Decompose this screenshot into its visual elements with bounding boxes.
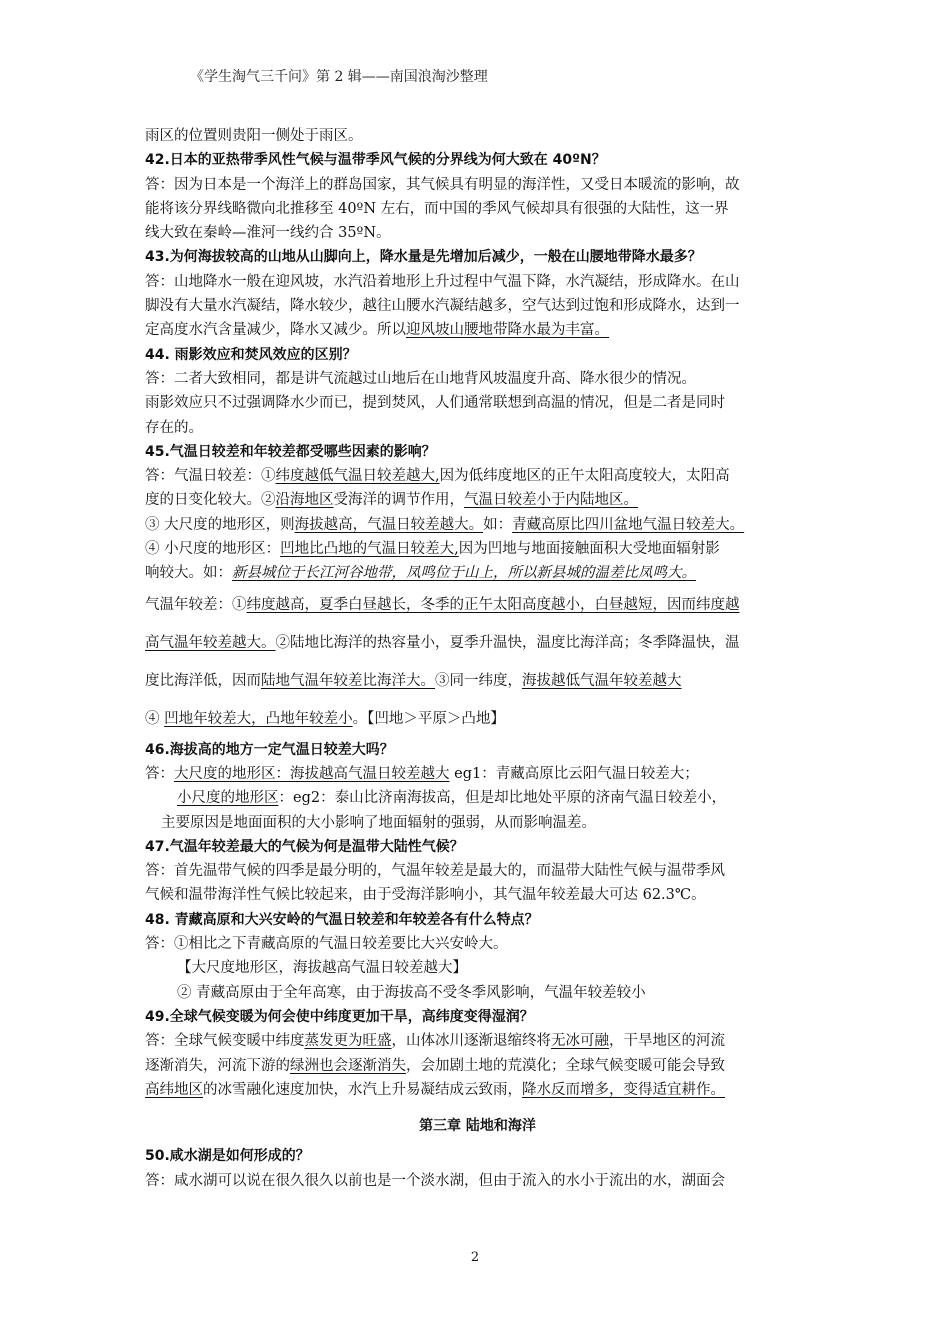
- underlined-text: 海拔越高，气温日较差越大。: [294, 516, 484, 533]
- answer-line: [145, 513, 810, 537]
- underlined-text: 海拔越低气温年较差越大: [522, 672, 682, 689]
- underlined-text: 沿海地区: [275, 492, 334, 509]
- text-run: 逐渐消失，河流下游的: [145, 1057, 290, 1074]
- answer-line: 答：咸水湖可以说在很久很久以前也是一个淡水湖，但由于流入的水小于流出的水，湖面会: [145, 1172, 725, 1189]
- underlined-text: 小尺度的地形区: [177, 790, 279, 807]
- text-run: ④: [145, 710, 165, 727]
- underlined-text: 降水反而增多，变得适宜耕作。: [522, 1081, 725, 1098]
- page-number: 2: [470, 1250, 480, 1265]
- text-run: 因为低纬度地区的正午太阳高度较大，太阳高: [439, 468, 730, 485]
- answer-line: 【大尺度地形区，海拔越高气温日较差越大】: [177, 960, 467, 977]
- answer-line: [145, 537, 810, 561]
- answer-line: 脚没有大量水汽凝结，降水较少，越往山腰水汽凝结越多，空气达到过饱和形成降水，达到一: [145, 298, 740, 315]
- underlined-text: 陆地气温年较差比海洋大。: [261, 672, 435, 689]
- text-run: 定高度水汽含量减少，降水又减少。所以: [145, 322, 406, 339]
- text-run: 答：: [145, 765, 174, 782]
- text-run: ④ 小尺度的地形区：: [145, 541, 281, 558]
- underlined-text: 蒸发更为旺盛: [304, 1033, 392, 1050]
- answer-line: 雨影效应只不过强调降水少而已，提到焚风，人们通常联想到高温的情况，但是二者是同时: [145, 395, 725, 412]
- answer-line: ② 青藏高原由于全年高寒，由于海拔高不受冬季风影响，气温年较差较小: [177, 984, 646, 1001]
- underlined-text: 大尺度的地形区：海拔越高气温日较差越大: [174, 765, 450, 782]
- text-run: 的冰雪融化速度加快，水汽上升易凝结成云致雨，: [203, 1081, 522, 1098]
- answer-line: 答：①相比之下青藏高原的气温日较差要比大兴安岭大。: [145, 936, 508, 953]
- question-46: 46.海拔高的地方一定气温日较差大吗？: [145, 741, 394, 758]
- underlined-text: 青藏高原比四川盆地气温日较差大。: [512, 516, 745, 533]
- text-run: ②陆地比海洋的热容量小，夏季升温快，温度比海洋高；冬季降温快，温: [275, 634, 740, 651]
- question-44: 44. 雨影效应和焚风效应的区别？: [145, 346, 357, 363]
- question-50: 50.咸水湖是如何形成的？: [145, 1148, 310, 1165]
- underlined-text: 迎风坡山腰地带降水最为丰富。: [406, 322, 609, 339]
- underlined-text: 凹地年较差大，凸地年较差小: [164, 710, 353, 727]
- answer-line: [145, 1054, 810, 1078]
- answer-line: 存在的。: [145, 419, 203, 436]
- answer-line: [145, 700, 810, 738]
- page-header: 《学生淘气三千问》第 2 辑——南国浪淘沙整理: [190, 69, 488, 85]
- text-run: ：eg2：泰山比济南海拔高，但是却比地处平原的济南气温日较差小，: [278, 790, 727, 807]
- underlined-text: 无冰可融: [551, 1033, 609, 1050]
- question-42: 42.日本的亚热带季风性气候与温带季风气候的分界线为何大致在 40ºN？: [145, 152, 606, 169]
- underlined-text: 纬度越低气温日较差越大,: [275, 468, 440, 485]
- answer-line: [145, 586, 810, 624]
- underlined-text: 气温日较差小于内陆地区。: [464, 492, 638, 509]
- text-run: eg1：青藏高原比云阳气温日较差大；: [449, 765, 699, 782]
- text-run: 受海洋的调节作用，: [333, 492, 464, 509]
- underlined-text: 新县城位于长江河谷地带，凤鸣位于山上，所以新县城的温差比凤鸣大。: [232, 565, 696, 582]
- underlined-text: 凹地比凸地的气温日较差大,: [280, 541, 459, 558]
- underlined-text: 高气温年较差越大。: [145, 634, 276, 651]
- answer-line: 答：山地降水一般在迎风坡，水汽沿着地形上升过程中气温下降，水汽凝结，形成降水。在山: [145, 273, 740, 290]
- answer-line: [145, 488, 810, 512]
- answer-line: 答：二者大致相同，都是讲气流越过山地后在山地背风坡温度升高、降水很少的情况。: [145, 370, 696, 387]
- answer-line: [145, 1078, 810, 1102]
- chapter-heading: 第三章 陆地和海洋: [419, 1118, 536, 1135]
- answer-line: [145, 786, 810, 810]
- answer-line: 能将该分界线略微向北推移至 40ºN 左右，而中国的季风气候却具有很强的大陆性，这一界: [145, 200, 729, 217]
- answer-line: 主要原因是地面面积的大小影响了地面辐射的强弱，从而影响温差。: [161, 814, 596, 831]
- question-43: 43.为何海拔较高的山地从山脚向上，降水量是先增加后减少，一般在山腰地带降水最多？: [145, 249, 702, 266]
- answer-line: [145, 624, 810, 662]
- answer-line: 答：首先温带气候的四季是最分明的，气温年较差是最大的，而温带大陆性气候与温带季风: [145, 863, 725, 880]
- text-run: 气温年较差：①: [145, 596, 247, 613]
- question-47: 47.气温年较差最大的气候为何是温带大陆性气候？: [145, 838, 464, 855]
- text-run: 答：全球气候变暖中纬度: [145, 1033, 305, 1050]
- text-run: ，山体冰川逐渐退缩终将: [391, 1033, 551, 1050]
- underlined-text: 绿洲也会逐渐消失: [290, 1057, 406, 1074]
- question-45: 45.气温日较差和年较差都受哪些因素的影响？: [145, 443, 436, 460]
- answer-line: 线大致在秦岭—淮河一线约合 35ºN。: [145, 225, 391, 242]
- answer-line: 气候和温带海洋性气候比较起来，由于受海洋影响小，其气温年较差最大可达 62.3℃。: [145, 887, 706, 904]
- text-run: 度的日变化较大。②: [145, 492, 276, 509]
- text-run: ③同一纬度，: [435, 672, 522, 689]
- document-body: [145, 124, 810, 1193]
- underlined-text: 纬度越高，夏季白昼越长，冬季的正午太阳高度越小，白昼越短，因而纬度越: [246, 596, 740, 613]
- answer-line: [145, 561, 810, 585]
- answer-line: [145, 318, 810, 342]
- answer-line: 答：因为日本是一个海洋上的群岛国家，其气候具有明显的海洋性，又受日本暖流的影响，故: [145, 176, 740, 193]
- text-run: ，会加剧土地的荒漠化；全球气候变暖可能会导致: [406, 1057, 725, 1074]
- answer-line: [145, 464, 810, 488]
- answer-line: [145, 1029, 810, 1053]
- text-run: ，干旱地区的河流: [609, 1033, 725, 1050]
- text-run: ③ 大尺度的地形区，则: [145, 516, 295, 533]
- question-49: 49.全球气候变暖为何会使中纬度更加干旱，高纬度变得湿润？: [145, 1008, 534, 1025]
- text-run: 因为凹地与地面接触面积大受地面辐射影: [458, 541, 720, 558]
- text-run: 。【凹地＞平原＞凸地】: [352, 710, 505, 727]
- text-run: 度比海洋低，因而: [145, 672, 261, 689]
- question-48: 48. 青藏高原和大兴安岭的气温日较差和年较差各有什么特点？: [145, 911, 539, 928]
- answer-line: [145, 662, 810, 700]
- underlined-text: 高纬地区: [145, 1081, 203, 1098]
- text-run: 答：气温日较差：①: [145, 468, 276, 485]
- text-run: 如：: [483, 516, 513, 533]
- answer-line: [145, 762, 810, 786]
- text-line: 雨区的位置则贵阳一侧处于雨区。: [145, 128, 363, 144]
- text-run: 响较大。如：: [145, 565, 232, 582]
